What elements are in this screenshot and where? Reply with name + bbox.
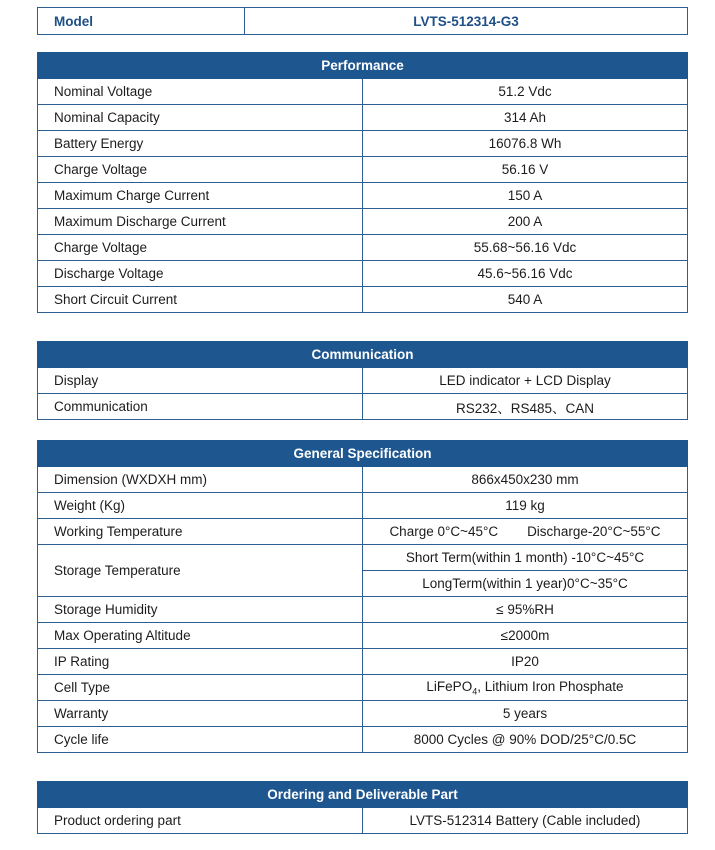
cell-type-name: , Lithium Iron Phosphate (477, 678, 624, 694)
working-temp-value (363, 519, 688, 545)
row-label: Nominal Voltage (38, 79, 363, 105)
row-value: 200 A (363, 209, 688, 235)
ip-value: IP20 (363, 649, 688, 675)
table-row (38, 261, 688, 287)
performance-table (37, 52, 688, 313)
row-value: LED indicator + LCD Display (363, 368, 688, 394)
table-row (38, 235, 688, 261)
performance-header: Performance (38, 53, 688, 79)
row-value: 51.2 Vdc (363, 79, 688, 105)
ip-label: IP Rating (38, 649, 363, 675)
row-value: 314 Ah (363, 105, 688, 131)
weight-value: 119 kg (363, 493, 688, 519)
row-value: 55.68~56.16 Vdc (363, 235, 688, 261)
row-label: Product ordering part (38, 808, 363, 834)
table-row (38, 623, 688, 649)
table-row (38, 157, 688, 183)
row-value: 540 A (363, 287, 688, 313)
ordering-table (37, 781, 688, 834)
cycle-life-label: Cycle life (38, 727, 363, 753)
row-label: Battery Energy (38, 131, 363, 157)
row-label: Maximum Charge Current (38, 183, 363, 209)
table-row (38, 649, 688, 675)
humidity-value: ≤ 95%RH (363, 597, 688, 623)
row-label: Charge Voltage (38, 157, 363, 183)
charge-temp: Charge 0°C~45°C (389, 524, 499, 539)
dimension-label: Dimension (WXDXH mm) (38, 467, 363, 493)
cell-formula-subscript: 4 (472, 686, 478, 697)
row-value: LVTS-512314 Battery (Cable included) (363, 808, 688, 834)
row-value: RS232、RS485、CAN (363, 394, 688, 420)
row-value: 56.16 V (363, 157, 688, 183)
table-row (38, 209, 688, 235)
row-label: Display (38, 368, 363, 394)
general-spec-header: General Specification (38, 441, 688, 467)
storage-temp-long: LongTerm(within 1 year)0°C~35°C (363, 571, 688, 597)
dimension-value: 866x450x230 mm (363, 467, 688, 493)
cell-type-value (363, 675, 688, 701)
table-row (38, 131, 688, 157)
cell-type-label: Cell Type (38, 675, 363, 701)
table-row (38, 808, 688, 834)
row-value: 150 A (363, 183, 688, 209)
communication-table (37, 341, 688, 420)
row-label: Charge Voltage (38, 235, 363, 261)
storage-temp-label: Storage Temperature (38, 545, 363, 597)
model-row (38, 8, 688, 35)
model-label: Model (38, 8, 245, 35)
table-row (38, 701, 688, 727)
table-row (38, 675, 688, 701)
cell-formula: LiFePO (426, 678, 473, 694)
table-row (38, 394, 688, 420)
table-row (38, 183, 688, 209)
warranty-value: 5 years (363, 701, 688, 727)
row-label: Discharge Voltage (38, 261, 363, 287)
table-row (38, 545, 688, 571)
discharge-temp: Discharge-20°C~55°C (527, 524, 661, 539)
weight-label: Weight (Kg) (38, 493, 363, 519)
warranty-label: Warranty (38, 701, 363, 727)
storage-temp-short: Short Term(within 1 month) -10°C~45°C (363, 545, 688, 571)
model-table (37, 7, 688, 35)
altitude-value: ≤2000m (363, 623, 688, 649)
ordering-header: Ordering and Deliverable Part (38, 782, 688, 808)
table-row (38, 493, 688, 519)
general-spec-table (37, 440, 688, 753)
table-row (38, 79, 688, 105)
model-value: LVTS-512314-G3 (245, 8, 688, 35)
table-row (38, 368, 688, 394)
table-row (38, 467, 688, 493)
row-label: Nominal Capacity (38, 105, 363, 131)
table-row (38, 105, 688, 131)
altitude-label: Max Operating Altitude (38, 623, 363, 649)
humidity-label: Storage Humidity (38, 597, 363, 623)
row-label: Communication (38, 394, 363, 420)
row-label: Short Circuit Current (38, 287, 363, 313)
communication-header: Communication (38, 342, 688, 368)
cycle-life-value: 8000 Cycles @ 90% DOD/25°C/0.5C (363, 727, 688, 753)
table-row (38, 287, 688, 313)
row-label: Maximum Discharge Current (38, 209, 363, 235)
row-value: 45.6~56.16 Vdc (363, 261, 688, 287)
table-row (38, 519, 688, 545)
table-row (38, 597, 688, 623)
table-row (38, 727, 688, 753)
working-temp-label: Working Temperature (38, 519, 363, 545)
row-value: 16076.8 Wh (363, 131, 688, 157)
